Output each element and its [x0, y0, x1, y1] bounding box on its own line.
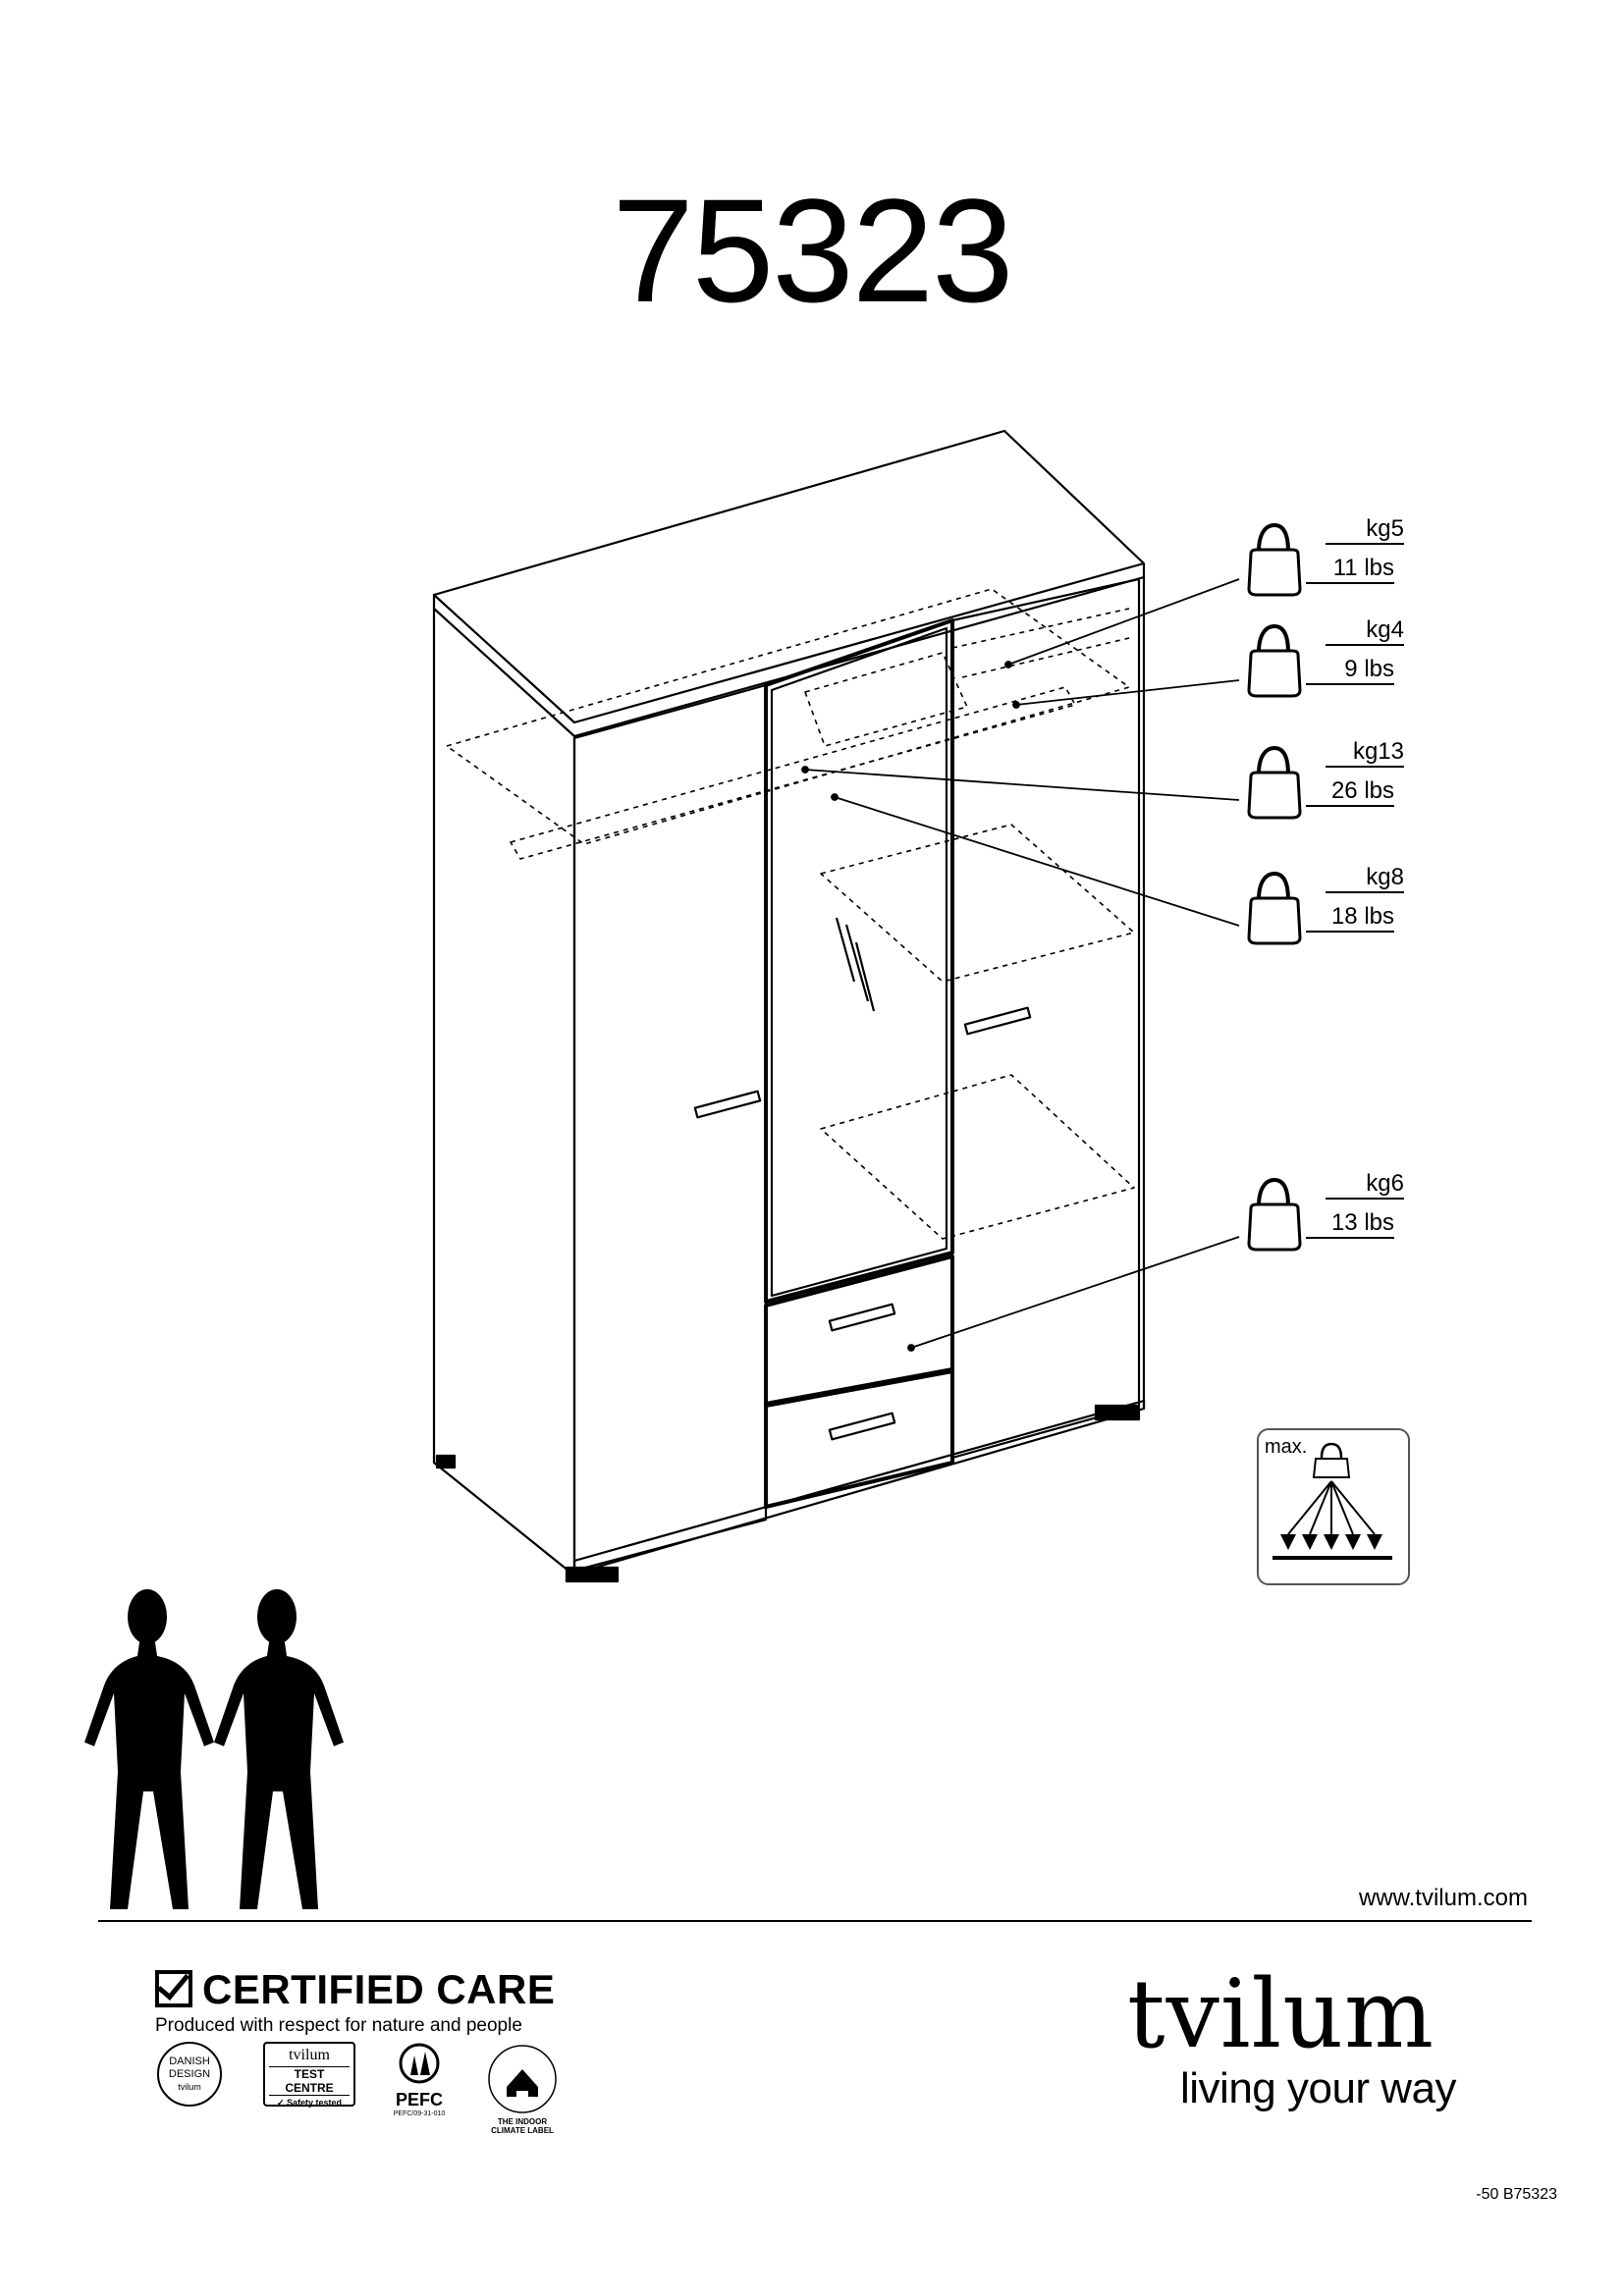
weight-lbs: 26 lbs — [1306, 778, 1394, 807]
indoor-climate-label — [485, 2042, 560, 2135]
brand-tagline: living your way — [1180, 2064, 1457, 2112]
test-centre-brand: tvilum — [289, 2047, 330, 2063]
pefc-code: PEFC/09-31-010 — [393, 2110, 446, 2117]
max-load-label: max. — [1265, 1436, 1308, 1458]
weight-lbs: 13 lbs — [1306, 1210, 1394, 1239]
seal-line: DESIGN — [168, 2068, 211, 2080]
weight-limit-badge — [1237, 859, 1414, 987]
checkbox-icon — [155, 1970, 192, 2007]
test-centre-badge — [263, 2042, 355, 2107]
weight-kg: kg6 — [1326, 1171, 1404, 1200]
weight-icon — [1237, 733, 1316, 827]
two-person-assembly-icon — [79, 1585, 363, 1919]
pefc-label: PEFC — [395, 2090, 443, 2109]
weight-lbs: 9 lbs — [1306, 657, 1394, 685]
brand-name: tvilum — [1127, 1959, 1435, 2069]
test-centre-title: TEST CENTRE — [269, 2066, 350, 2096]
weight-limit-badge — [1237, 733, 1414, 861]
weight-kg: kg8 — [1326, 865, 1404, 893]
pefc-logo — [385, 2042, 454, 2117]
weight-kg: kg4 — [1326, 617, 1404, 646]
weight-lbs: 11 lbs — [1306, 556, 1394, 584]
certified-care-block — [155, 1968, 555, 2037]
test-centre-check-text: Safety tested — [287, 2098, 343, 2108]
certified-care-title — [155, 1968, 555, 2011]
seal-line: DANISH — [169, 2056, 210, 2067]
certified-care-title-text: CERTIFIED CARE — [202, 1966, 556, 2012]
website-url: www.tvilum.com — [1358, 1885, 1528, 1911]
footer-divider — [98, 1920, 1532, 1922]
danish-design-seal — [157, 2042, 222, 2107]
weight-limit-badge — [1237, 1165, 1414, 1293]
seal-line: tvilum — [178, 2082, 201, 2092]
brand-logo — [1127, 1959, 1457, 2112]
tree-icon — [385, 2042, 454, 2085]
max-load-distribution-icon — [1257, 1428, 1410, 1585]
product-number: 75323 — [612, 168, 1012, 333]
weight-icon — [1237, 510, 1316, 604]
weight-kg: kg13 — [1326, 739, 1404, 768]
indoor-climate-icon — [485, 2042, 560, 2116]
weight-icon — [1237, 859, 1316, 952]
weight-kg: kg5 — [1326, 516, 1404, 545]
certified-care-subtitle: Produced with respect for nature and people — [155, 2015, 522, 2036]
weight-icon — [1237, 1165, 1316, 1258]
weight-limit-badge — [1237, 612, 1414, 739]
indoor-climate-text: THE INDOOR CLIMATE LABEL — [491, 2117, 554, 2135]
document-code: -50 B75323 — [1476, 2186, 1557, 2203]
distributed-load-icon — [1259, 1430, 1408, 1583]
test-centre-check: ✓ Safety tested — [276, 2098, 343, 2108]
weight-lbs: 18 lbs — [1306, 904, 1394, 933]
weight-icon — [1237, 612, 1316, 705]
